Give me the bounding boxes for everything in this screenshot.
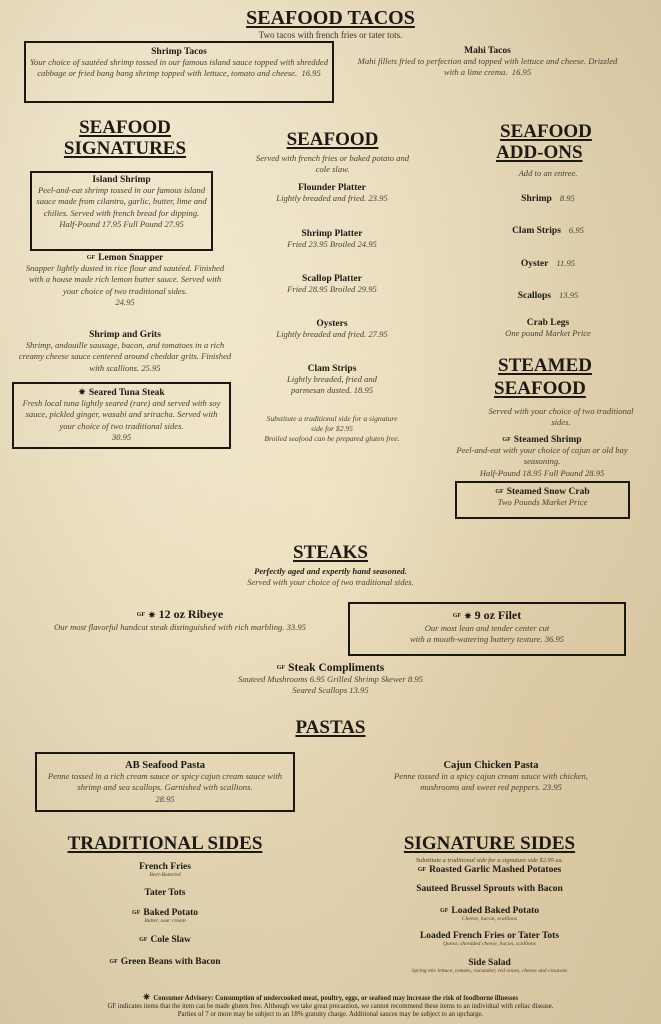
steamed-header (494, 356, 624, 398)
steamed-shrimp-name: Steamed Shrimp (513, 435, 582, 445)
sig-side-name: Loaded French Fries or Tater Tots (419, 931, 560, 941)
addon-oyster-price: 11.95 (556, 258, 576, 268)
steaks-header (0, 543, 661, 589)
steaks-subtitle-2: Served with your choice of two traditional sides. (247, 577, 414, 588)
gf-badge: GF (495, 488, 504, 495)
shrimp-tacos-desc: Your choice of sautéed shrimp tossed in our famous island sauce topped with shredded cabbage or fried bang bang shrimp topped with lettuce, tomato and cheese. (30, 57, 328, 79)
seafood-item-oysters (252, 319, 412, 340)
trad-side-2 (90, 908, 240, 924)
addon-scallops-name: Scallops (517, 291, 551, 301)
sig-side-name: Sauteed Brussel Sprouts with Bacon (416, 884, 563, 894)
flounder-name: Flounder Platter (298, 183, 366, 193)
addon-clam-strips (478, 220, 618, 238)
shrimp-grits (16, 330, 234, 374)
gf-badge: GF (417, 866, 427, 873)
steamed-shrimp (442, 435, 642, 479)
advisory-star-icon: ✷ (78, 387, 86, 397)
addon-oyster-name: Oyster (520, 259, 549, 269)
filet-name: 9 oz Filet (474, 608, 522, 622)
filet-desc-1: Our most lean and tender center cut (424, 623, 550, 633)
trad-sides-header (40, 834, 290, 853)
sig-side-4 (362, 958, 617, 974)
trad-side-4 (70, 957, 260, 967)
gf-badge: GF (502, 436, 511, 443)
seafood-header (250, 130, 415, 176)
lemon-snapper (20, 253, 230, 308)
tuna-steak-price: 30.95 (111, 432, 132, 443)
sig-side-note: Cheese, bacon, scallions (461, 916, 518, 922)
steamed-title-2: SEAFOOD (494, 378, 586, 399)
snow-crab-name: Steamed Snow Crab (506, 487, 590, 497)
steak-compliments-line-2: Seared Scallops 13.95 (292, 685, 369, 696)
lemon-snapper-name: Lemon Snapper (98, 253, 164, 263)
gf-badge: GF (86, 254, 96, 261)
ab-pasta-box (35, 752, 295, 812)
seafood-item-scallop (252, 274, 412, 295)
seafood-item-clam-strips (272, 364, 392, 397)
scallop-platter-name: Scallop Platter (302, 274, 362, 284)
gf-badge: GF (109, 958, 118, 965)
snow-crab-box (455, 481, 630, 519)
cajun-pasta (375, 760, 607, 794)
footer-gratuity: Parties of 7 or more may be subject to an 18% gratuity charge. Additional sauces may be subject to an upcharge. (177, 1010, 484, 1018)
trad-side-note: Butter, sour cream (144, 918, 186, 924)
seafood-item-shrimp (252, 229, 412, 250)
addons-subtitle (478, 168, 618, 179)
addon-scallops (478, 285, 618, 303)
sig-side-2 (372, 906, 607, 922)
shrimp-grits-desc: Shrimp, andouille sausage, bacon, and tomatoes in a rich creamy cheese sauce centered around cheddar grits. Finished with scallions. (18, 340, 232, 373)
mahi-tacos-price: 16.95 (511, 67, 532, 78)
ribeye-desc: Our most flavorful handcut steak distinguished with rich marbling. 33.95 (54, 622, 306, 632)
tacos-subtitle: Two tacos with french fries or tater tots. (258, 30, 403, 40)
cajun-pasta-name: Cajun Chicken Pasta (443, 760, 539, 771)
lemon-snapper-price: 24.95 (115, 297, 135, 308)
tacos-title: SEAFOOD TACOS (246, 7, 415, 29)
ab-pasta-price: 28.95 (155, 793, 175, 804)
lemon-snapper-desc: Snapper lightly dusted in rice flour and sautéed. Finished with a house made rich lemon butter sauce. Served with your choice of two traditional sides. (25, 263, 225, 296)
advisory-star-icon: ✷ (464, 611, 472, 621)
steamed-subtitle (488, 406, 634, 429)
seafood-title: SEAFOOD (286, 129, 379, 150)
gf-badge: GF (139, 936, 148, 943)
filet-desc-2: with a mouth-watering buttery texture. 36.95 (409, 634, 565, 645)
shrimp-tacos-box (24, 41, 334, 103)
trad-side-3 (90, 935, 240, 945)
tuna-steak-desc: Fresh local tuna lightly seared (rare) and served with soy sauce, pickled ginger, wasabi and sriracha. Served with your choice of two traditional sides. (22, 398, 221, 431)
steamed-shrimp-desc: Peel-and-eat with your choice of cajun or old bay seasoning. (456, 445, 628, 467)
island-shrimp-price: Half-Pound 17.95 Full Pound 27.95 (59, 219, 184, 230)
addon-crab-legs (478, 318, 618, 339)
sig-side-name: Loaded Baked Potato (451, 906, 539, 916)
steaks-subtitle-1: Perfectly aged and expertly hand seasoned. (254, 566, 407, 576)
addons-title-1: SEAFOOD (500, 121, 592, 142)
snow-crab-desc: Two Pounds Market Price (497, 497, 588, 507)
ab-pasta-desc: Penne tossed in a rich cream sauce or spicy cajun cream sauce with shrimp and sea scallops. Garnished with scallions. (47, 771, 283, 793)
signatures-header (20, 118, 230, 158)
steamed-subtitle-text: Served with your choice of two traditional sides. (488, 406, 634, 428)
addon-scallops-price: 13.95 (558, 290, 579, 300)
shrimp-platter-desc: Fried 23.95 Broiled 24.95 (287, 239, 377, 249)
ab-pasta-name: AB Seafood Pasta (125, 760, 205, 771)
gf-badge: GF (132, 909, 141, 916)
trad-side-name: French Fries (139, 862, 191, 872)
island-shrimp-desc: Peel-and-eat shrimp tossed in our famous island sauce made from cilantro, garlic, butter, lime and chilies. Served with french bread for dipping. (36, 185, 207, 218)
addon-shrimp (478, 188, 618, 206)
shrimp-platter-name: Shrimp Platter (301, 229, 363, 239)
sig-sides-header (372, 834, 607, 864)
steak-compliments-line-1: Sauteed Mushrooms 6.95 Grilled Shrimp Skewer 8.95 (238, 674, 423, 684)
steaks-title: STEAKS (293, 542, 368, 563)
addons-subtitle-text: Add to an entree. (518, 168, 578, 178)
sig-side-name: Roasted Garlic Mashed Potatoes (429, 865, 562, 875)
sig-side-name: Side Salad (468, 958, 511, 968)
tuna-steak-box (12, 382, 231, 449)
gf-badge: GF (276, 665, 286, 672)
steamed-shrimp-price: Half-Pound 18.95 Full Pound 28.95 (479, 467, 605, 478)
addon-oyster (478, 253, 618, 271)
shrimp-grits-price: 25.95 (141, 362, 161, 373)
addons-header (496, 122, 626, 162)
signatures-title-1: SEAFOOD (79, 117, 171, 138)
steak-compliments (0, 662, 661, 697)
tacos-section (0, 8, 661, 40)
flounder-desc: Lightly breaded and fried. 23.95 (276, 193, 388, 203)
oysters-desc: Lightly breaded and fried. 27.95 (276, 329, 388, 339)
trad-side-name: Cole Slaw (150, 935, 191, 945)
addon-clam-price: 6.95 (568, 225, 584, 235)
island-shrimp-box (30, 171, 213, 251)
ribeye (20, 607, 340, 633)
trad-sides-title: TRADITIONAL SIDES (67, 833, 263, 854)
seafood-subtitle: Served with french fries or baked potato and cole slaw. (255, 153, 410, 175)
seafood-note-1: Substitute a traditional side for a signature side for $2.95 (266, 414, 398, 434)
scallop-platter-desc: Fried 28.95 Broiled 29.95 (287, 284, 377, 294)
gf-badge: GF (136, 612, 146, 619)
advisory-star-icon: ✷ (148, 610, 156, 620)
trad-side-1 (90, 888, 240, 898)
addon-shrimp-price: 8.95 (559, 193, 575, 203)
sig-side-note: Queso, shredded cheese, bacon, scallions (443, 941, 536, 947)
addon-shrimp-name: Shrimp (521, 194, 552, 204)
seafood-item-flounder (252, 183, 412, 204)
pastas-title: PASTAS (295, 717, 366, 738)
signatures-title-2: SIGNATURES (63, 138, 187, 159)
tuna-steak-name: Seared Tuna Steak (88, 388, 165, 398)
ribeye-name: 12 oz Ribeye (158, 607, 224, 621)
gf-badge: GF (452, 613, 462, 620)
seafood-notes (248, 414, 416, 444)
sig-side-note: Spring mix lettuce, tomato, cucumber, red onion, cheese and croutons (411, 968, 568, 974)
sig-sides-subtitle: Substitute a traditional side for a signature side $2.95 ea. (415, 857, 564, 864)
island-shrimp-name: Island Shrimp (92, 175, 151, 185)
footer-gf-note: GF indicates items that the item can be made gluten free. Although we take great precaution, we cannot recommend these items to an individual with celiac disease. (107, 1002, 554, 1010)
addons-title-2: ADD-ONS (496, 142, 583, 163)
pastas-header (0, 718, 661, 737)
crab-legs-name: Crab Legs (526, 318, 570, 328)
mahi-tacos-desc: Mahi fillets fried to perfection and topped with lettuce and cheese. Drizzled with a lime crema. (357, 56, 618, 78)
trad-side-name: Baked Potato (143, 908, 198, 918)
trad-side-note: Beer-Battered (149, 872, 181, 878)
addon-clam-name: Clam Strips (512, 226, 561, 236)
steamed-title-1: STEAMED (498, 355, 592, 376)
mahi-tacos (350, 46, 625, 79)
clam-strips-name: Clam Strips (307, 364, 357, 374)
advisory-star-icon: ✷ (142, 992, 151, 1002)
seafood-note-2: Broiled seafood can be prepared gluten free. (264, 434, 400, 444)
footer (40, 992, 621, 1018)
oysters-name: Oysters (316, 319, 348, 329)
shrimp-grits-name: Shrimp and Grits (89, 330, 161, 340)
mahi-tacos-name: Mahi Tacos (464, 46, 511, 56)
trad-side-0 (90, 862, 240, 878)
trad-side-name: Green Beans with Bacon (120, 957, 221, 967)
shrimp-tacos-name: Shrimp Tacos (151, 47, 207, 57)
sig-sides-title: SIGNATURE SIDES (403, 833, 576, 854)
gf-badge: GF (440, 907, 449, 914)
clam-strips-desc: Lightly breaded, fried and parmesan dusted. 18.95 (287, 374, 377, 396)
crab-legs-desc: One pound Market Price (505, 328, 591, 338)
trad-side-name: Tater Tots (144, 888, 186, 898)
shrimp-tacos-price: 16.95 (301, 68, 321, 79)
filet-box (348, 602, 626, 656)
sig-side-0 (372, 865, 607, 875)
sig-side-3 (372, 931, 607, 947)
steak-compliments-name: Steak Compliments (288, 662, 385, 674)
footer-advisory: Consumer Advisory: Consumption of undercooked meat, poultry, eggs, or seafood may increase the risk of foodborne illnesses (153, 995, 519, 1002)
sig-side-1 (372, 884, 607, 894)
cajun-pasta-desc: Penne tossed in a spicy cajun cream sauce with chicken, mushrooms and sweet red peppers. 23.95 (394, 771, 588, 793)
